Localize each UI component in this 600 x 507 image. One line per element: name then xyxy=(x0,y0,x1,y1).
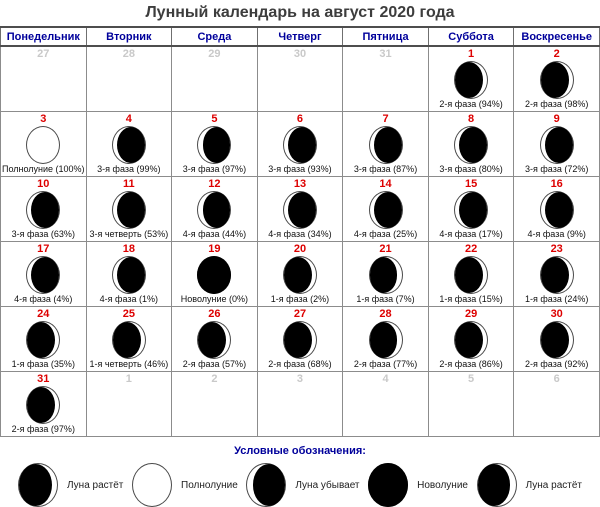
waxing-moon-icon xyxy=(283,321,317,359)
legend-items-row xyxy=(0,463,600,507)
day-number: 14 xyxy=(379,178,392,190)
phase-label: 4-я фаза (25%) xyxy=(353,229,418,239)
day-cell xyxy=(86,177,172,242)
waning-moon-icon xyxy=(246,463,286,507)
moon-disc xyxy=(198,322,226,358)
legend xyxy=(0,445,600,507)
moon-disc xyxy=(203,192,231,228)
waning-moon-icon xyxy=(540,126,574,164)
phase-label: 3-я фаза (97%) xyxy=(182,164,247,174)
weekday-header: Четверг xyxy=(257,27,343,46)
legend-title: Условные обозначения: xyxy=(234,445,366,457)
calendar-week-row xyxy=(1,307,600,372)
day-number: 1 xyxy=(125,373,132,385)
moon-disc xyxy=(117,192,145,228)
waxing-moon-icon xyxy=(112,321,146,359)
day-number: 3 xyxy=(296,373,304,385)
moon-disc xyxy=(117,257,145,293)
waxing-moon-icon xyxy=(477,463,517,507)
phase-label: 2-я фаза (94%) xyxy=(439,99,503,109)
moon-disc xyxy=(288,127,316,163)
moon-disc xyxy=(117,127,145,163)
moon-disc xyxy=(288,192,316,228)
day-cell xyxy=(343,242,429,307)
moon-disc xyxy=(27,387,55,423)
waxing-moon-icon xyxy=(283,256,317,294)
day-cell xyxy=(1,372,87,437)
phase-label: 3-я фаза (63%) xyxy=(11,229,75,239)
day-number: 6 xyxy=(296,113,304,125)
phase-label: 1-я фаза (35%) xyxy=(11,359,75,369)
legend-label: Луна растёт xyxy=(525,479,582,491)
waning-moon-icon xyxy=(112,126,146,164)
day-cell xyxy=(86,307,172,372)
day-cell xyxy=(172,372,258,437)
phase-label: 3-я фаза (99%) xyxy=(97,164,161,174)
day-cell xyxy=(428,307,514,372)
phase-label: 2-я фаза (92%) xyxy=(525,359,589,369)
day-cell xyxy=(514,46,600,112)
day-number: 4 xyxy=(382,373,389,385)
day-number: 30 xyxy=(550,308,563,320)
day-number: 31 xyxy=(37,373,50,385)
day-cell xyxy=(343,372,429,437)
day-cell xyxy=(86,112,172,177)
phase-label: 2-я фаза (98%) xyxy=(525,99,589,109)
day-number: 12 xyxy=(208,178,221,190)
day-number: 2 xyxy=(553,48,560,60)
day-cell xyxy=(86,242,172,307)
moon-disc xyxy=(455,62,483,98)
calendar-week-row xyxy=(1,372,600,437)
day-number: 27 xyxy=(293,308,307,320)
waxing-moon-icon xyxy=(369,256,403,294)
day-cell xyxy=(428,177,514,242)
day-cell xyxy=(343,177,429,242)
phase-label: 1-я фаза (7%) xyxy=(356,294,415,304)
day-number: 13 xyxy=(293,178,307,190)
phase-label: 2-я фаза (86%) xyxy=(439,359,503,369)
day-cell xyxy=(1,177,87,242)
weekday-header: Среда xyxy=(172,27,258,46)
day-cell xyxy=(428,112,514,177)
phase-label: 4-я фаза (34%) xyxy=(268,229,332,239)
day-number: 2 xyxy=(211,373,218,385)
day-cell xyxy=(172,112,258,177)
moon-disc xyxy=(19,464,52,506)
day-number: 30 xyxy=(293,48,307,60)
legend-item xyxy=(368,463,468,507)
legend-item xyxy=(132,463,238,507)
waxing-moon-icon xyxy=(26,386,60,424)
moon-disc xyxy=(27,322,55,358)
day-cell xyxy=(514,177,600,242)
phase-label: 2-я фаза (97%) xyxy=(11,424,75,434)
waning-moon-icon xyxy=(26,191,60,229)
day-number: 19 xyxy=(208,243,221,255)
legend-item xyxy=(246,463,359,507)
day-number: 25 xyxy=(122,308,135,320)
moon-disc xyxy=(541,257,569,293)
day-cell xyxy=(343,307,429,372)
waning-moon-icon xyxy=(283,191,317,229)
moon-disc xyxy=(253,464,286,506)
moon-disc xyxy=(459,192,487,228)
full-moon-icon xyxy=(26,126,60,164)
phase-label: 4-я фаза (17%) xyxy=(439,229,503,239)
waning-moon-icon xyxy=(283,126,317,164)
calendar-week-row xyxy=(1,46,600,112)
day-number: 16 xyxy=(550,178,563,190)
waning-moon-icon xyxy=(540,191,574,229)
day-cell xyxy=(172,177,258,242)
moon-disc xyxy=(541,62,569,98)
day-cell xyxy=(428,372,514,437)
moon-disc xyxy=(545,192,573,228)
day-cell xyxy=(257,112,343,177)
day-number: 24 xyxy=(37,308,50,320)
day-number: 27 xyxy=(37,48,50,60)
day-cell xyxy=(172,307,258,372)
day-cell xyxy=(1,242,87,307)
legend-label: Полнолуние xyxy=(181,479,238,491)
waning-moon-icon xyxy=(112,256,146,294)
day-number: 5 xyxy=(211,113,218,125)
waxing-moon-icon xyxy=(18,463,58,507)
waxing-moon-icon xyxy=(369,321,403,359)
phase-label: 3-я фаза (80%) xyxy=(439,164,503,174)
day-cell xyxy=(514,372,600,437)
phase-label: Новолуние (0%) xyxy=(180,294,249,304)
moon-disc xyxy=(459,127,487,163)
day-number: 7 xyxy=(382,113,389,125)
phase-label: 1-я фаза (24%) xyxy=(525,294,589,304)
day-number: 29 xyxy=(208,48,221,60)
moon-disc xyxy=(113,322,141,358)
day-cell xyxy=(257,177,343,242)
waning-moon-icon xyxy=(26,256,60,294)
day-number: 9 xyxy=(553,113,560,125)
day-number: 18 xyxy=(122,243,135,255)
moon-disc xyxy=(31,257,59,293)
waxing-moon-icon xyxy=(197,321,231,359)
day-cell xyxy=(428,242,514,307)
waning-moon-icon xyxy=(197,126,231,164)
day-number: 11 xyxy=(123,178,135,190)
moon-disc xyxy=(374,127,402,163)
phase-label: Полнолуние (100%) xyxy=(1,164,85,174)
weekday-header: Вторник xyxy=(86,27,172,46)
waning-moon-icon xyxy=(369,126,403,164)
calendar-week-row xyxy=(1,112,600,177)
calendar-week-row xyxy=(1,242,600,307)
day-cell xyxy=(172,46,258,112)
moon-disc xyxy=(197,256,231,294)
day-cell xyxy=(514,242,600,307)
phase-label: 4-я фаза (4%) xyxy=(14,294,73,304)
moon-disc xyxy=(374,192,402,228)
day-number: 28 xyxy=(122,48,135,60)
day-number: 10 xyxy=(37,178,50,190)
day-cell xyxy=(257,307,343,372)
moon-disc xyxy=(370,322,398,358)
phase-label: 4-я фаза (9%) xyxy=(527,229,586,239)
day-number: 17 xyxy=(37,243,50,255)
phase-label: 2-я фаза (68%) xyxy=(268,359,332,369)
phase-label: 4-я фаза (1%) xyxy=(99,294,158,304)
day-cell xyxy=(86,46,172,112)
day-number: 3 xyxy=(40,113,47,125)
legend-label: Луна растёт xyxy=(67,479,124,491)
waning-moon-icon xyxy=(112,191,146,229)
weekday-header: Пятница xyxy=(343,27,429,46)
day-number: 8 xyxy=(468,113,475,125)
day-cell xyxy=(1,46,87,112)
day-cell xyxy=(257,242,343,307)
day-number: 28 xyxy=(379,308,392,320)
weekday-header-row xyxy=(1,27,600,46)
waxing-moon-icon xyxy=(454,61,488,99)
moon-disc xyxy=(370,257,398,293)
day-number: 26 xyxy=(208,308,221,320)
day-number: 23 xyxy=(550,243,563,255)
moon-disc xyxy=(478,464,511,506)
new-moon-icon xyxy=(368,463,408,507)
day-cell xyxy=(343,112,429,177)
moon-disc xyxy=(31,192,59,228)
day-number: 31 xyxy=(379,48,392,60)
weekday-header: Суббота xyxy=(428,27,514,46)
day-cell xyxy=(172,242,258,307)
moon-disc xyxy=(455,257,483,293)
moon-disc xyxy=(455,322,483,358)
day-number: 6 xyxy=(553,373,560,385)
phase-label: 1-я фаза (2%) xyxy=(270,294,330,304)
waxing-moon-icon xyxy=(540,321,574,359)
day-cell xyxy=(428,46,514,112)
calendar-week-row xyxy=(1,177,600,242)
moon-disc xyxy=(368,463,408,507)
day-number: 5 xyxy=(468,373,475,385)
phase-label: 3-я фаза (93%) xyxy=(268,164,332,174)
legend-item xyxy=(477,463,582,507)
day-number: 1 xyxy=(468,48,475,60)
moon-disc xyxy=(284,257,312,293)
waning-moon-icon xyxy=(454,191,488,229)
waxing-moon-icon xyxy=(454,256,488,294)
phase-label: 3-я четверть (53%) xyxy=(89,229,169,239)
moon-disc xyxy=(541,322,569,358)
phase-label: 1-я фаза (15%) xyxy=(439,294,503,304)
day-cell xyxy=(1,307,87,372)
calendar-table xyxy=(0,26,600,437)
waxing-moon-icon xyxy=(26,321,60,359)
phase-label: 3-я фаза (87%) xyxy=(353,164,418,174)
waxing-moon-icon xyxy=(540,256,574,294)
moon-disc xyxy=(545,127,573,163)
waning-moon-icon xyxy=(197,191,231,229)
day-cell xyxy=(343,46,429,112)
phase-label: 2-я фаза (77%) xyxy=(353,359,418,369)
waxing-moon-icon xyxy=(454,321,488,359)
moon-disc xyxy=(203,127,231,163)
day-number: 29 xyxy=(464,308,478,320)
day-cell xyxy=(257,46,343,112)
day-number: 4 xyxy=(125,113,132,125)
phase-label: 1-я четверть (46%) xyxy=(89,359,169,369)
day-cell xyxy=(86,372,172,437)
day-cell xyxy=(514,307,600,372)
weekday-header: Понедельник xyxy=(1,27,87,46)
day-number: 15 xyxy=(464,178,478,190)
waxing-moon-icon xyxy=(540,61,574,99)
legend-label: Луна убывает xyxy=(295,479,360,491)
phase-label: 4-я фаза (44%) xyxy=(182,229,247,239)
day-cell xyxy=(514,112,600,177)
day-cell xyxy=(1,112,87,177)
day-cell xyxy=(257,372,343,437)
day-number: 21 xyxy=(379,243,392,255)
moon-disc xyxy=(284,322,312,358)
legend-label: Новолуние xyxy=(417,479,468,491)
page-title: Лунный календарь на август 2020 года xyxy=(145,4,455,21)
waning-moon-icon xyxy=(369,191,403,229)
phase-label: 2-я фаза (57%) xyxy=(182,359,247,369)
waning-moon-icon xyxy=(454,126,488,164)
weekday-header: Воскресенье xyxy=(514,27,600,46)
legend-item xyxy=(18,463,123,507)
phase-label: 3-я фаза (72%) xyxy=(525,164,589,174)
full-moon-icon xyxy=(132,463,172,507)
day-number: 22 xyxy=(464,243,478,255)
new-moon-icon xyxy=(197,256,231,294)
day-number: 20 xyxy=(293,243,307,255)
